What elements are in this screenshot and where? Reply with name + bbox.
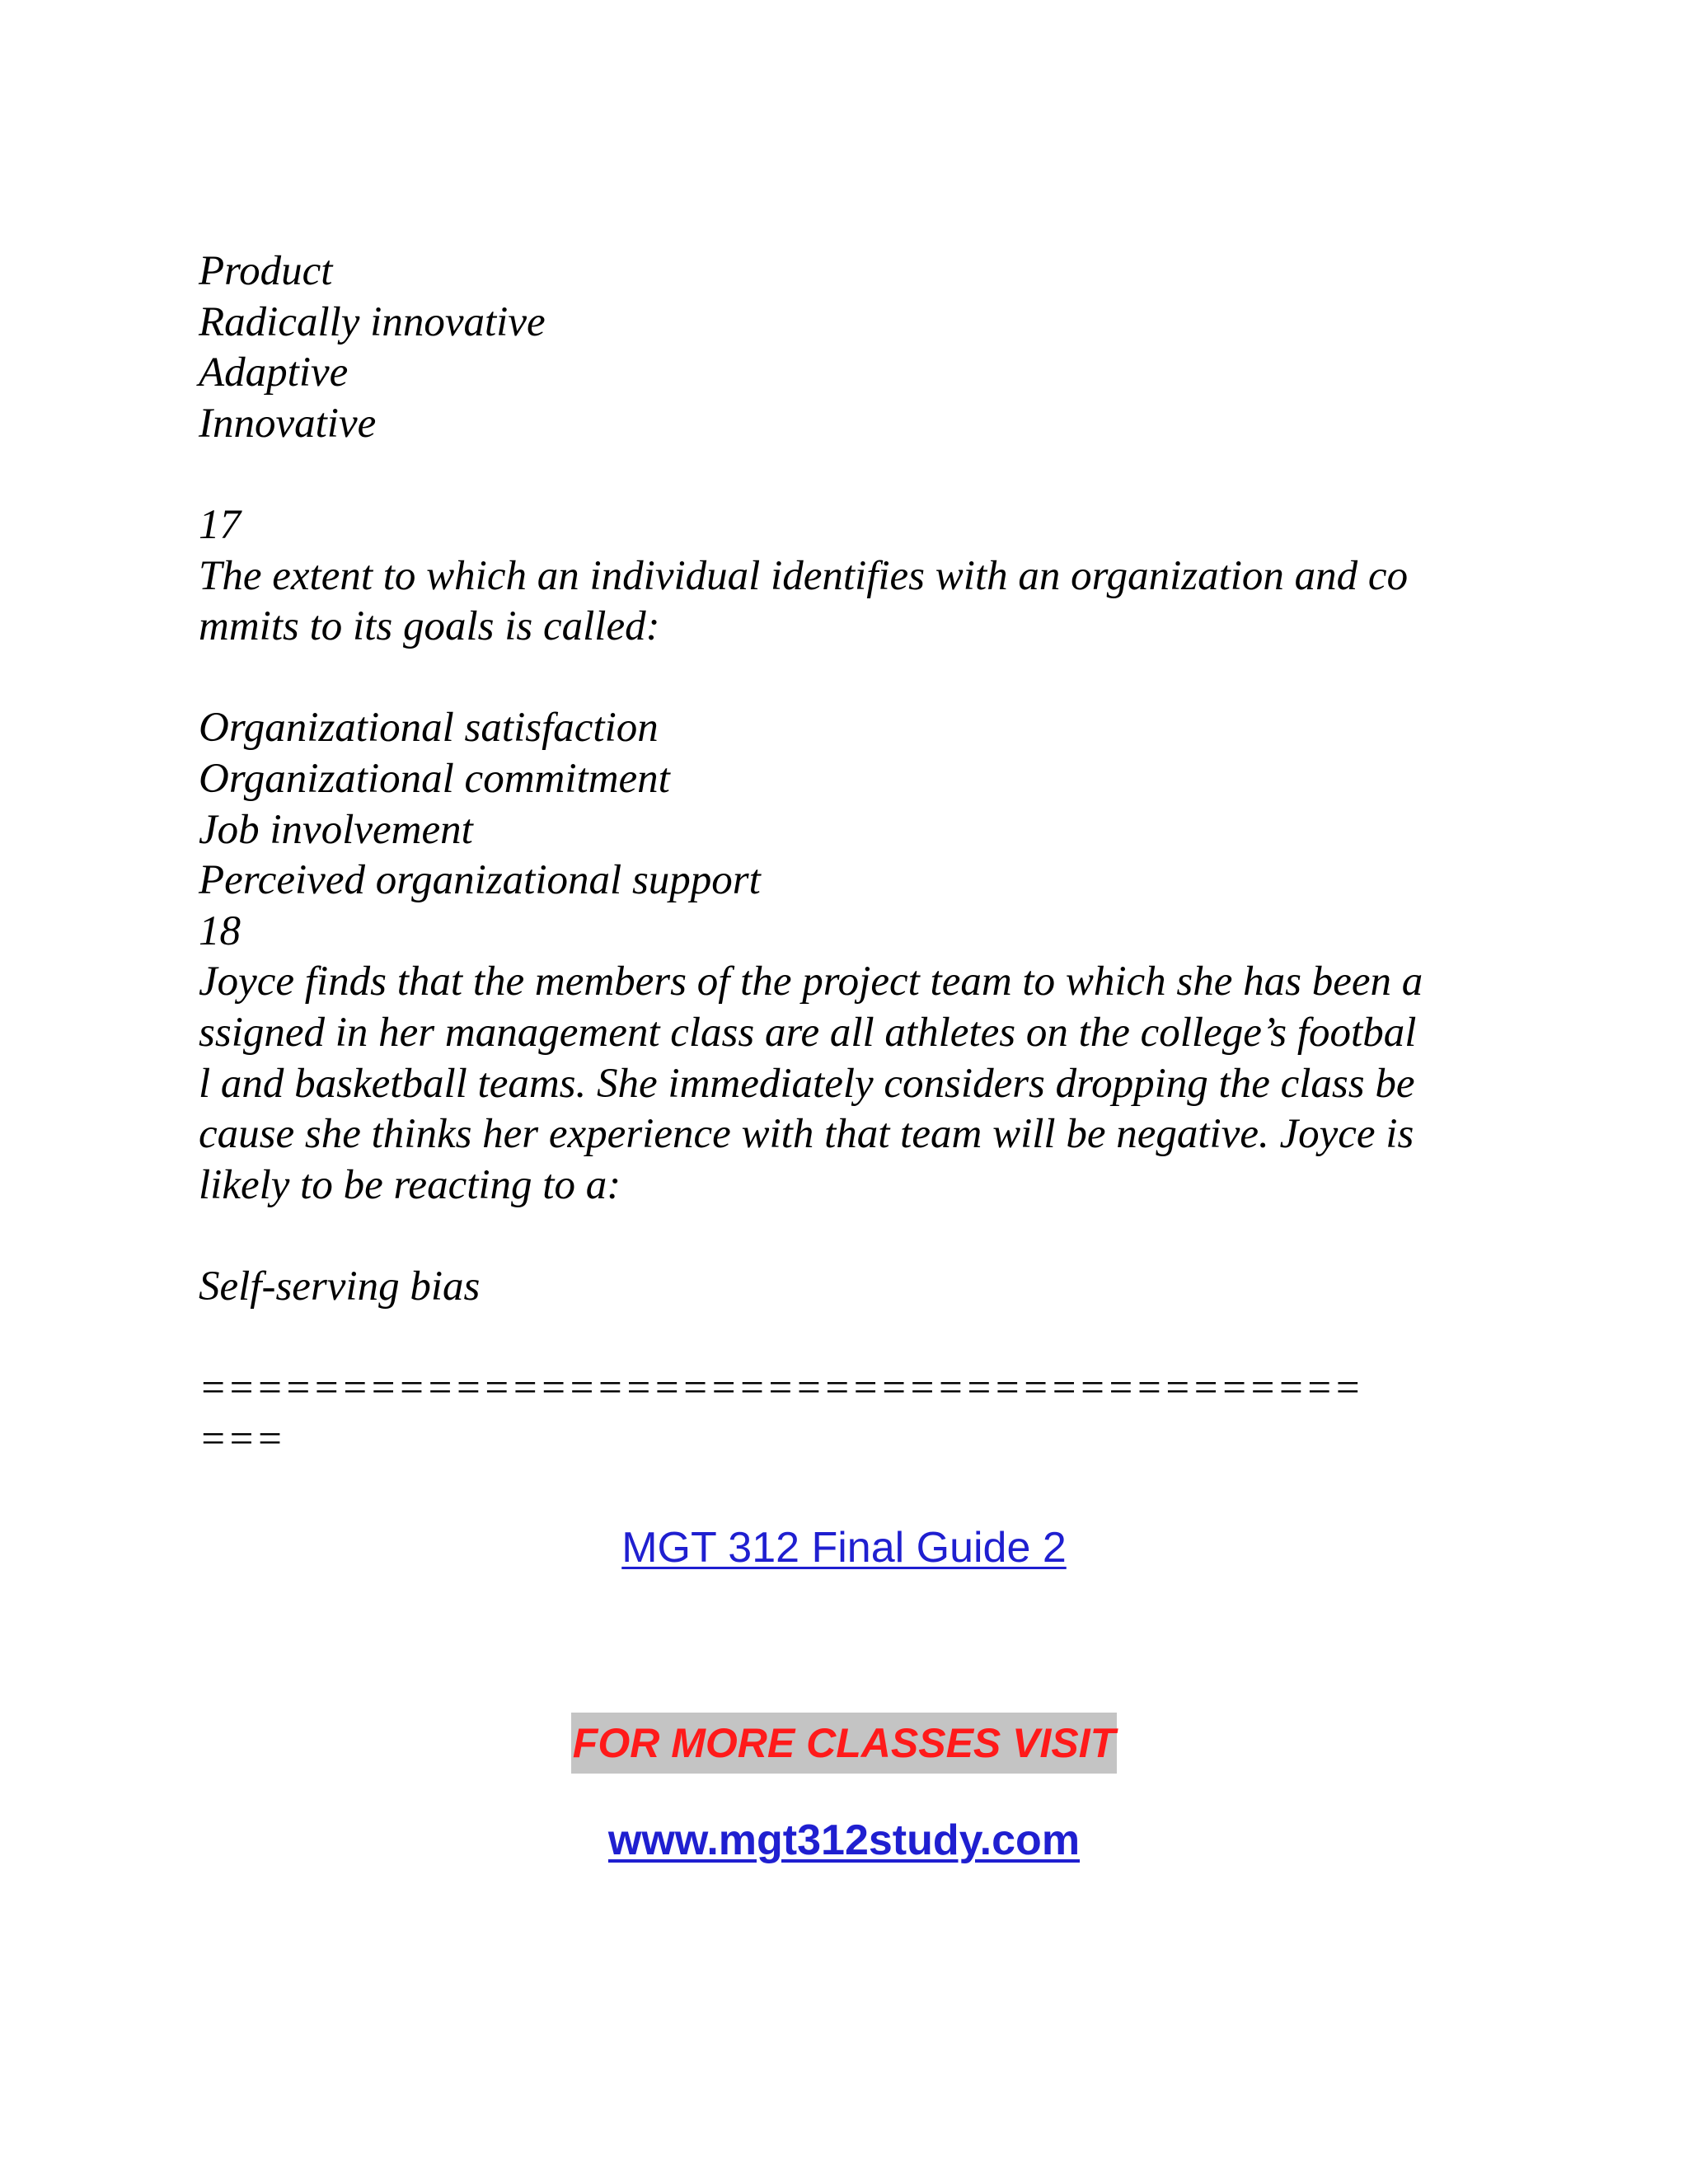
q18-option: Self-serving bias xyxy=(199,1263,481,1310)
spacer xyxy=(199,449,1517,500)
q16-option: Radically innovative xyxy=(199,298,546,345)
guide-link[interactable]: MGT 312 Final Guide 2 xyxy=(621,1524,1067,1572)
q18-question-line: Joyce finds that the members of the project team to which she has been a xyxy=(199,958,1423,1005)
q18-question-line: likely to be reacting to a: xyxy=(199,1161,621,1208)
q17-number: 17 xyxy=(199,501,241,548)
q17-option: Perceived organizational support xyxy=(199,857,761,904)
q17-question-line: The extent to which an individual identifies with an organization and co xyxy=(199,552,1409,599)
q16-option: Innovative xyxy=(199,400,377,447)
q17-question-line: mmits to its goals is called: xyxy=(199,603,660,650)
q17-option: Organizational commitment xyxy=(199,755,670,802)
document-body xyxy=(199,246,1517,1465)
separator-line: ========================================= xyxy=(199,1365,1362,1412)
spacer xyxy=(199,1312,1517,1363)
visit-banner: FOR MORE CLASSES VISIT xyxy=(571,1713,1117,1774)
q18-question-line: cause she thinks her experience with that team will be negative. Joyce is xyxy=(199,1111,1414,1158)
q18-question-line: l and basketball teams. She immediately considers dropping the class be xyxy=(199,1060,1415,1107)
q16-option: Product xyxy=(199,248,333,294)
spacer xyxy=(199,653,1517,704)
q17-option: Organizational satisfaction xyxy=(199,705,659,752)
website-link[interactable]: www.mgt312study.com xyxy=(607,1816,1081,1864)
q18-number: 18 xyxy=(199,907,241,954)
q17-option: Job involvement xyxy=(199,806,473,853)
q18-question-line: ssigned in her management class are all athletes on the college’s footbal xyxy=(199,1009,1417,1056)
spacer xyxy=(199,1211,1517,1262)
visit-banner-row xyxy=(0,1713,1688,1774)
q16-option: Adaptive xyxy=(199,349,349,396)
separator-line: === xyxy=(199,1415,284,1462)
